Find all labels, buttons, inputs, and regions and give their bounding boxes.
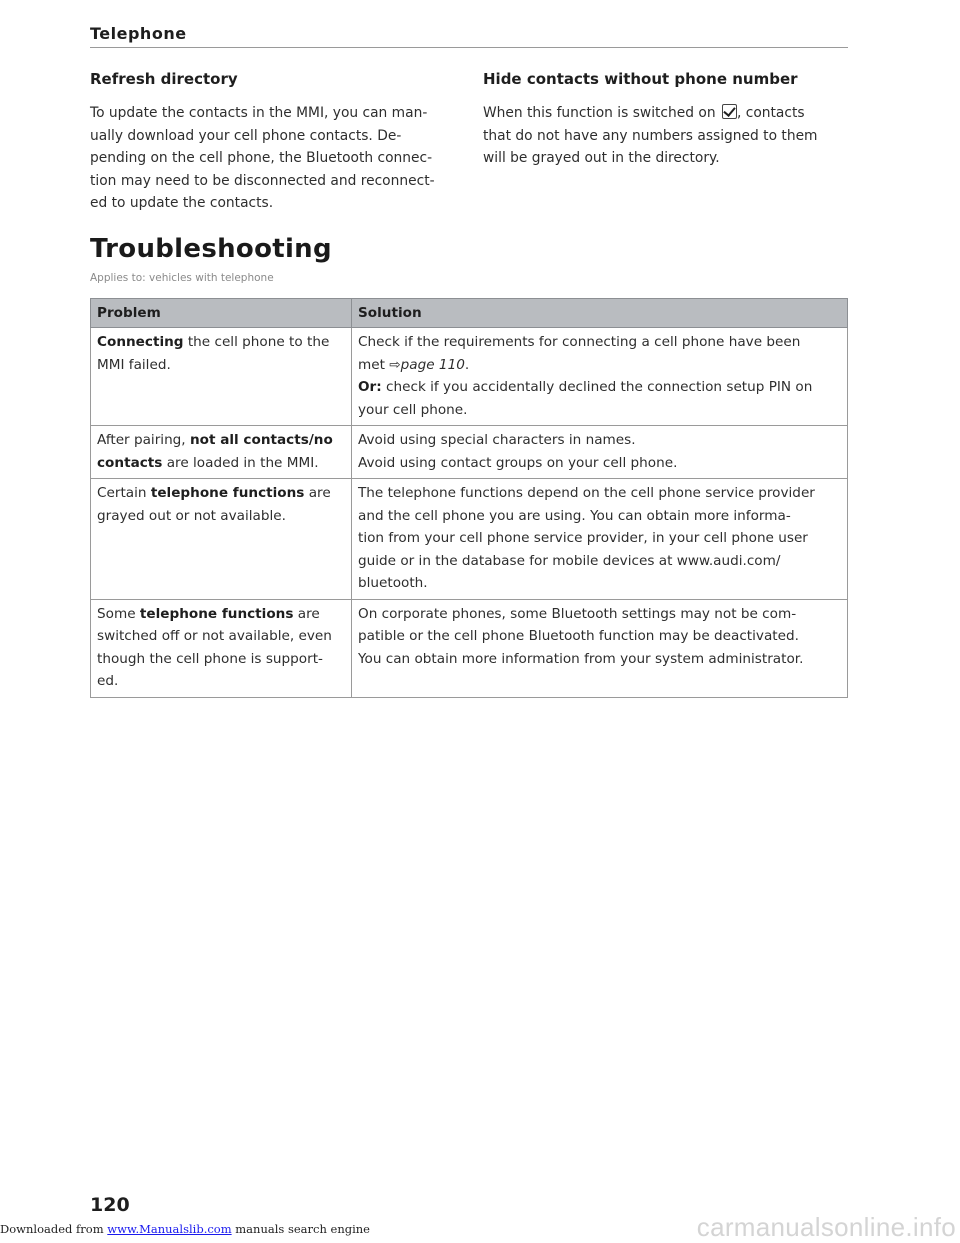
troubleshooting-heading: Troubleshooting <box>90 234 332 264</box>
text-fragment: and the cell phone you are using. You can obtain more informa- <box>358 507 791 524</box>
text-line <box>358 399 841 422</box>
text-fragment: , contacts <box>736 105 805 121</box>
bold-term: telephone functions <box>150 485 305 501</box>
table-row <box>91 479 848 600</box>
text-fragment: Some <box>97 605 140 622</box>
text-line <box>358 376 841 399</box>
text-fragment: Check if the requirements for connecting a cell phone have been <box>358 334 801 350</box>
title-divider <box>90 47 848 48</box>
text-fragment: patible or the cell phone Bluetooth function may be deactivated. <box>358 628 799 644</box>
text-line <box>358 603 841 626</box>
text-fragment: MMI failed. <box>97 356 171 373</box>
table-row <box>91 328 848 426</box>
hide-contacts-section <box>483 70 845 170</box>
text-line <box>358 429 841 452</box>
text-line <box>97 482 345 505</box>
text-fragment: grayed out or not available. <box>97 507 286 524</box>
text-fragment: bluetooth. <box>358 575 428 591</box>
text-line <box>358 354 841 377</box>
bold-term: Or: <box>358 379 382 395</box>
problem-cell <box>91 599 352 697</box>
text-fragment: guide or in the database for mobile devices at www.audi.com/ <box>358 552 781 569</box>
solution-column-header: Solution <box>352 299 848 328</box>
solution-cell <box>352 479 848 600</box>
bold-term: contacts <box>97 454 163 471</box>
text-fragment: The telephone functions depend on the cell phone service provider <box>358 485 815 501</box>
text-line: that do not have any numbers assigned to them <box>483 127 818 144</box>
problem-cell <box>91 479 352 600</box>
text-line <box>97 505 345 528</box>
text-fragment: check if you accidentally declined the connection setup PIN on <box>381 379 813 395</box>
text-line <box>358 452 841 475</box>
refresh-directory-section <box>90 70 452 215</box>
footer-suffix: manuals search engine <box>231 1222 370 1236</box>
text-fragment: the cell phone to the <box>183 334 330 350</box>
text-fragment: Avoid using contact groups on your cell phone. <box>358 454 678 471</box>
text-line <box>97 452 345 475</box>
text-fragment: After pairing, <box>97 432 190 448</box>
text-fragment: are <box>293 605 320 622</box>
problem-cell <box>91 328 352 426</box>
text-fragment: You can obtain more information from your system administrator. <box>358 650 804 667</box>
text-line: tion may need to be disconnected and reconnect- <box>90 172 435 189</box>
text-line <box>97 354 345 377</box>
watermark-logo: carmanualsonline.info <box>696 1212 956 1242</box>
text-fragment: Avoid using special characters in names. <box>358 432 636 448</box>
text-line <box>97 648 345 671</box>
text-fragment: though the cell phone is support- <box>97 650 323 667</box>
text-fragment: your cell phone. <box>358 401 468 418</box>
bold-term: telephone functions <box>139 605 294 622</box>
text-line <box>358 505 841 528</box>
table-row <box>91 599 848 697</box>
text-line: will be grayed out in the directory. <box>483 150 720 166</box>
text-line <box>358 550 841 573</box>
text-line: To update the contacts in the MMI, you can man- <box>90 105 428 121</box>
refresh-directory-heading: Refresh directory <box>90 70 238 88</box>
table-header-row <box>91 299 848 328</box>
text-line: ed to update the contacts. <box>90 195 274 211</box>
text-line <box>97 625 345 648</box>
problem-cell <box>91 426 352 479</box>
troubleshooting-table <box>90 298 848 698</box>
text-line <box>483 102 845 125</box>
text-line <box>358 482 841 505</box>
section-title: Telephone <box>90 24 187 43</box>
refresh-directory-text <box>90 102 452 215</box>
solution-cell <box>352 599 848 697</box>
hide-contacts-text <box>483 102 845 170</box>
solution-cell <box>352 328 848 426</box>
text-line: pending on the cell phone, the Bluetooth connec- <box>90 150 433 166</box>
text-line <box>358 625 841 648</box>
applies-to-note: Applies to: vehicles with telephone <box>90 272 274 284</box>
text-fragment: When this function is switched on <box>483 105 720 121</box>
text-fragment: are <box>304 485 331 501</box>
text-fragment: Certain <box>97 485 151 501</box>
text-line: ually download your cell phone contacts. De- <box>90 127 402 144</box>
text-line <box>97 331 345 354</box>
text-fragment: are loaded in the MMI. <box>162 454 319 471</box>
download-footer <box>0 1222 370 1236</box>
text-fragment: ed. <box>97 673 119 689</box>
text-fragment: met <box>358 356 390 373</box>
text-line <box>97 603 345 626</box>
text-line <box>97 429 345 452</box>
checkbox-checked-icon <box>722 104 737 119</box>
page-reference: ⇨page 110 <box>389 356 465 373</box>
footer-prefix: Downloaded from <box>0 1222 108 1236</box>
manualslib-link[interactable]: www.Manualslib.com <box>107 1222 232 1236</box>
text-fragment: switched off or not available, even <box>97 628 332 644</box>
text-line <box>358 331 841 354</box>
solution-cell <box>352 426 848 479</box>
bold-term: not all contacts/no <box>189 432 333 448</box>
text-line <box>97 670 345 693</box>
text-fragment: tion from your cell phone service provider, in your cell phone user <box>358 530 808 546</box>
hide-contacts-heading: Hide contacts without phone number <box>483 70 798 88</box>
problem-column-header: Problem <box>91 299 352 328</box>
bold-term: Connecting <box>97 334 184 350</box>
text-fragment: . <box>464 356 470 373</box>
text-line <box>358 648 841 671</box>
text-line <box>358 572 841 595</box>
text-fragment: On corporate phones, some Bluetooth settings may not be com- <box>358 605 797 622</box>
page-number: 120 <box>90 1194 130 1216</box>
table-row <box>91 426 848 479</box>
table-body <box>91 328 848 698</box>
text-line <box>358 527 841 550</box>
